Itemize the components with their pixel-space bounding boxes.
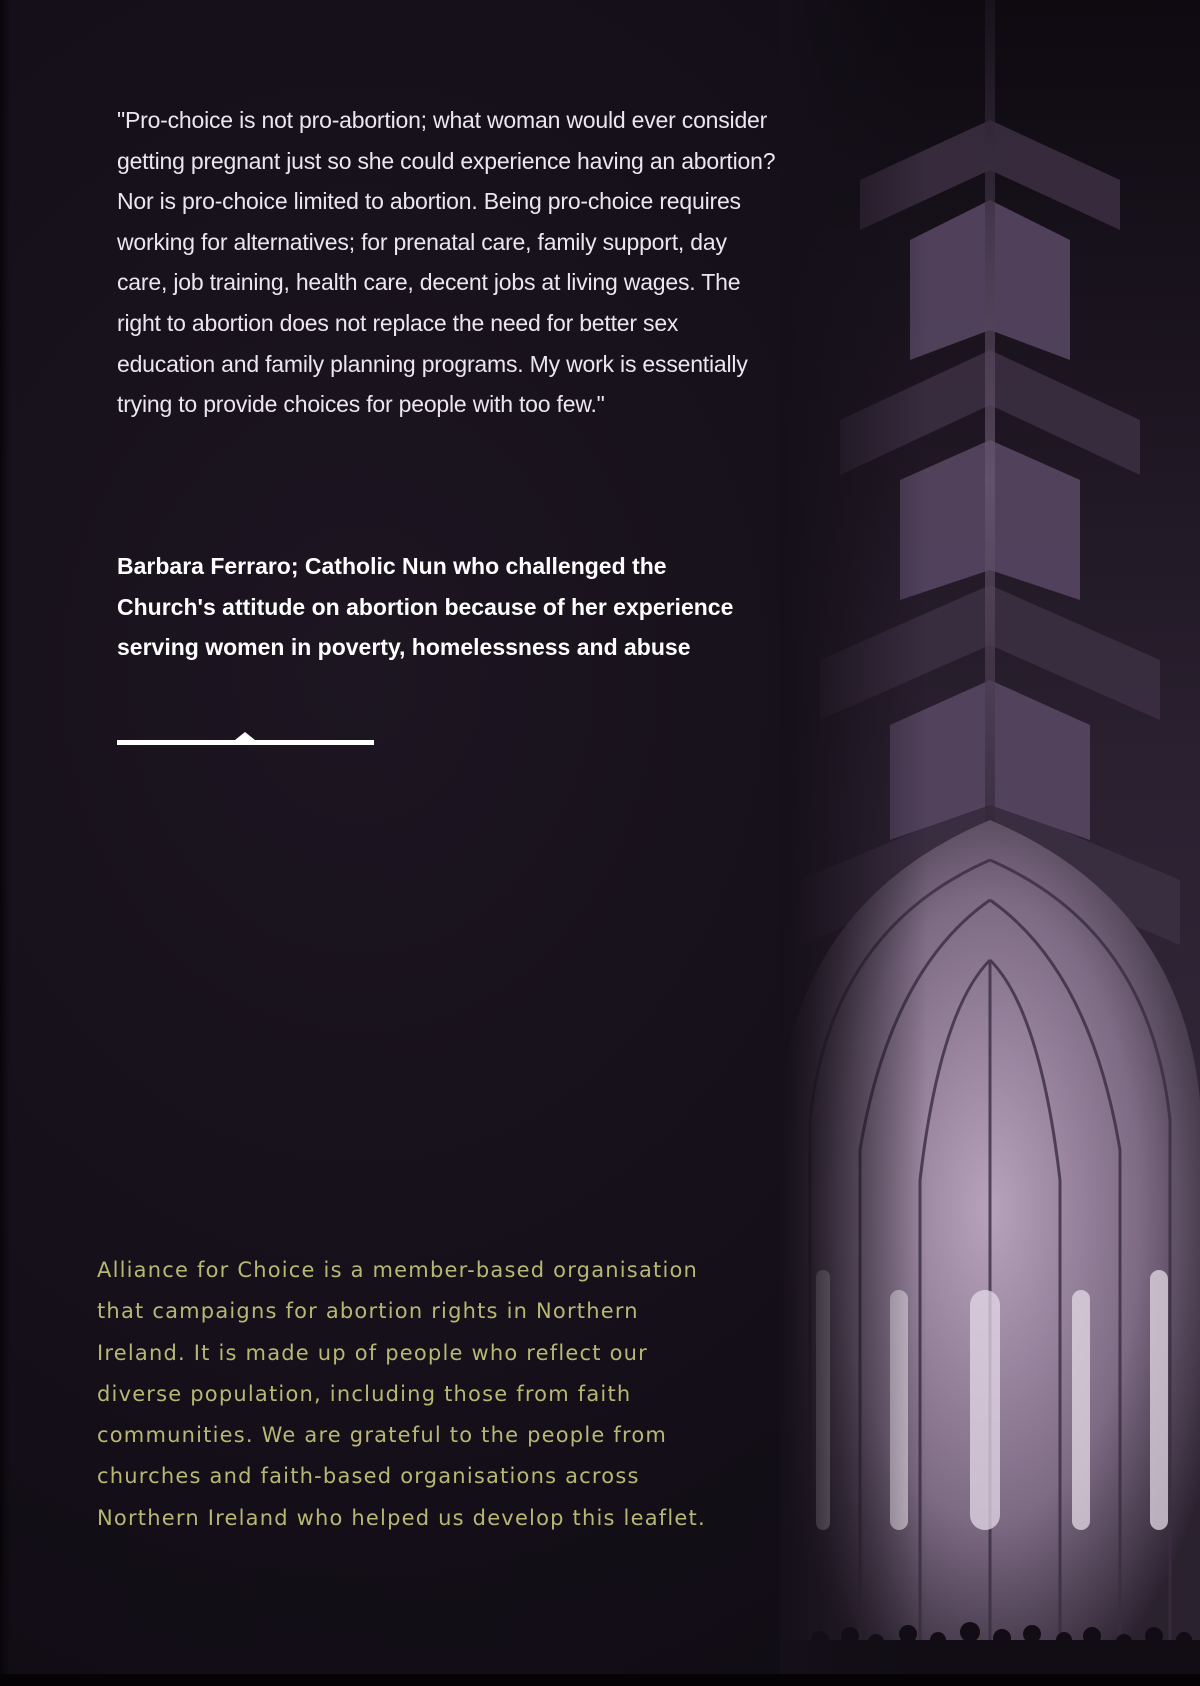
description-line: diverse population, including those from faith (97, 1381, 632, 1406)
page-bottom-edge (0, 1674, 1200, 1686)
description-line: churches and faith-based organisations across (97, 1464, 640, 1489)
divider-ornament (117, 730, 374, 746)
description-line: Northern Ireland who helped us develop this leaflet. (97, 1505, 706, 1530)
description-line: that campaigns for abortion rights in Northern (97, 1299, 639, 1324)
description-line: communities. We are grateful to the people from (97, 1423, 668, 1448)
quote-attribution: Barbara Ferraro; Catholic Nun who challenged the Church's attitude on abortion because of her experience serving women in poverty, homelessness and abuse (117, 553, 734, 661)
description-line: Ireland. It is made up of people who reflect our (97, 1340, 648, 1365)
quote-text: "Pro-choice is not pro-abortion; what woman would ever consider getting pregnant just so she could experience having an abortion? Nor is pro-choice limited to abortion. Being pro-choice requires working for alternatives; for prenatal care, family support, day care, job training, health care, decent jobs at living wages. The right to abortion does not replace the need for better sex education and family planning programs. My work is essentially trying to provide choices for people with too few." (117, 107, 776, 418)
organisation-description (97, 1250, 787, 1539)
page-left-shadow (0, 0, 10, 1686)
cathedral-interior-image (780, 0, 1200, 1686)
description-line: Alliance for Choice is a member-based organisation (97, 1258, 699, 1282)
